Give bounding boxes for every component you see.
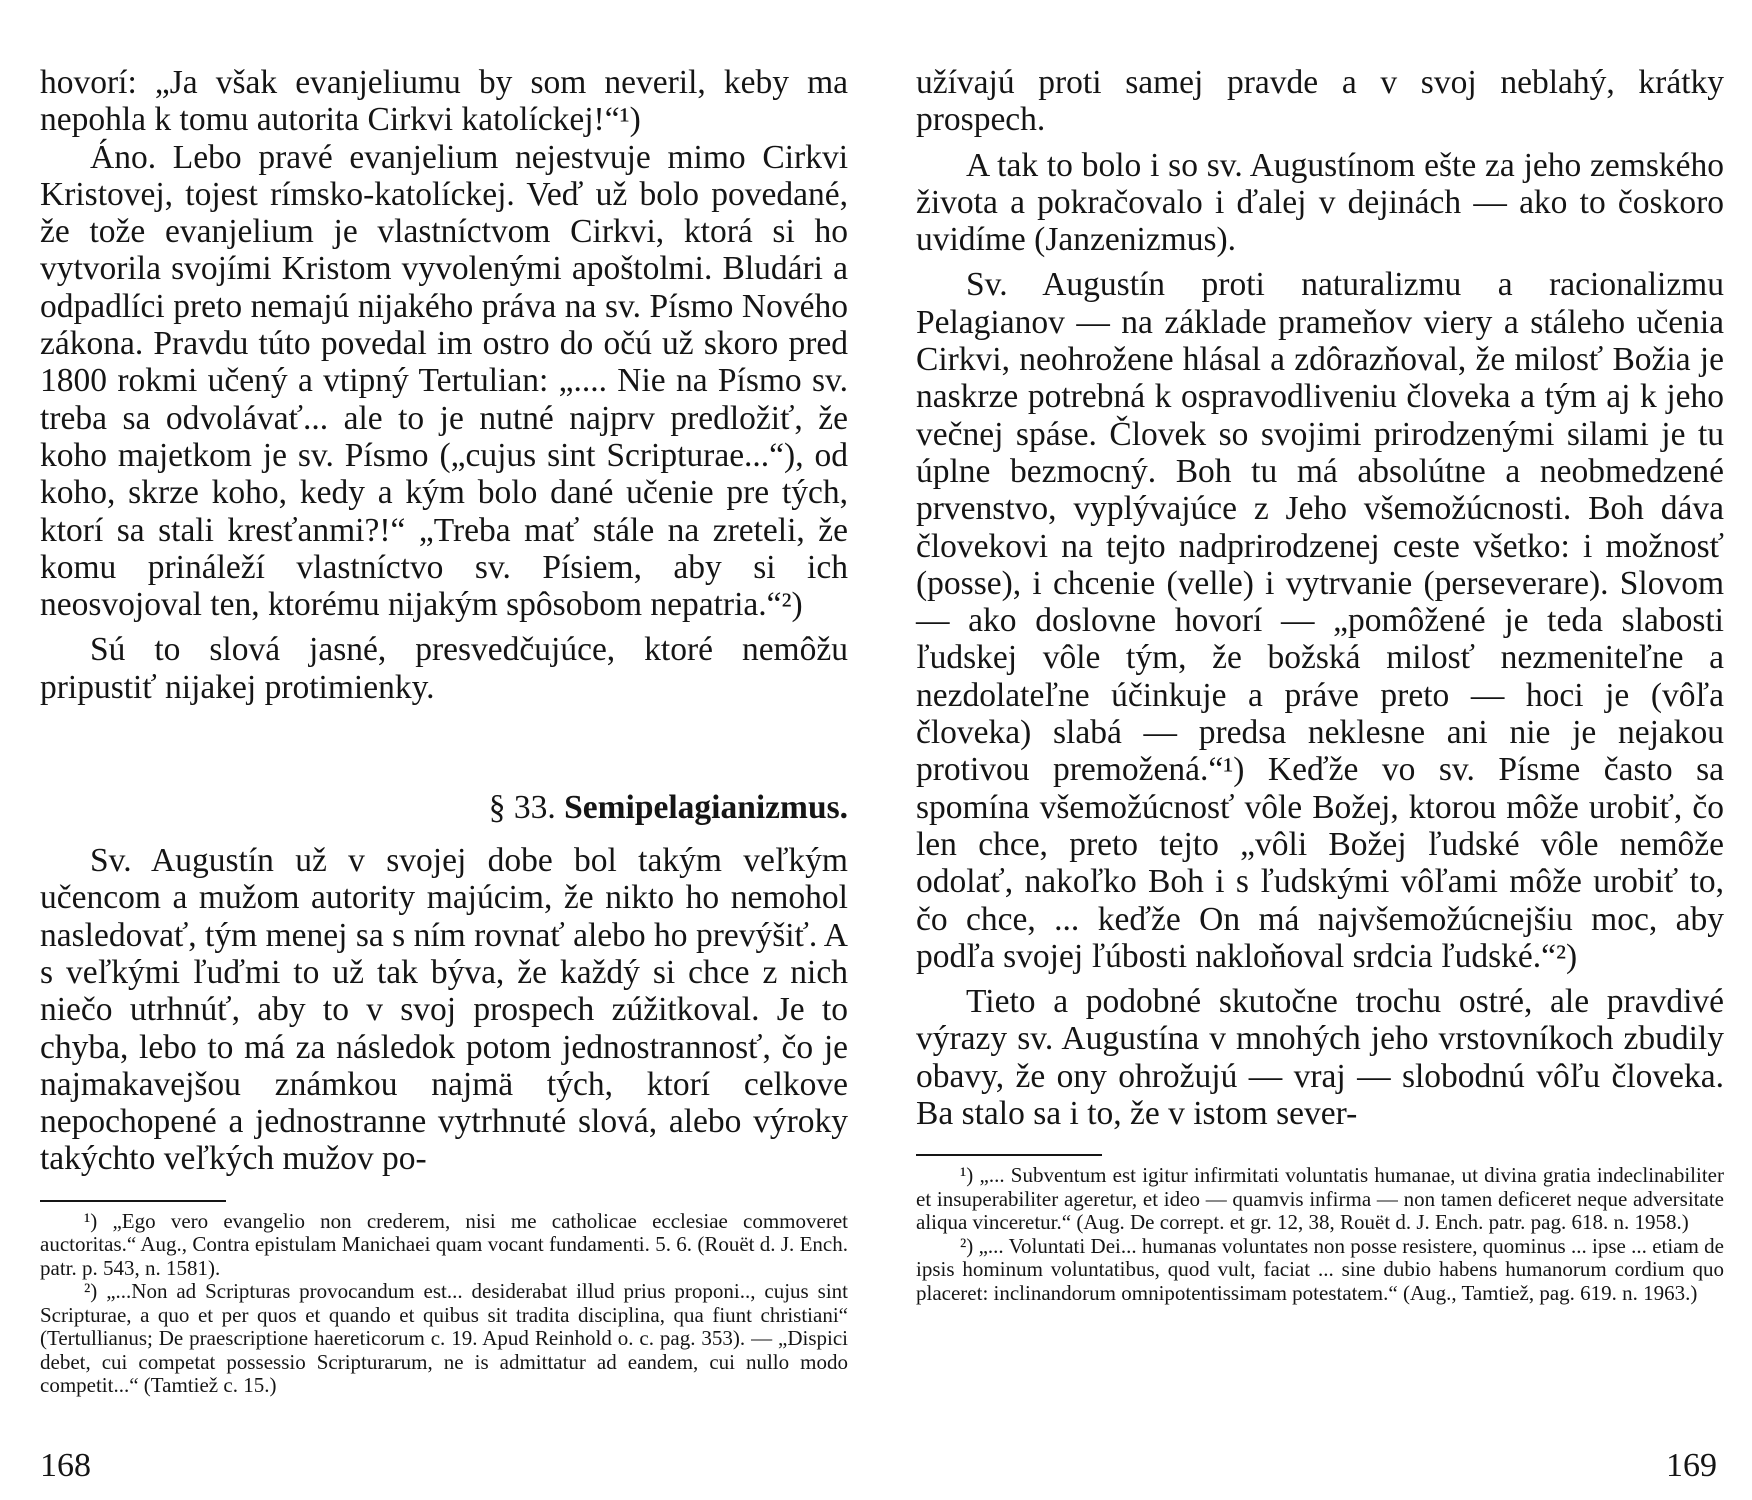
section-body [40, 842, 848, 1178]
paragraph: Sv. Augustín proti naturalizmu a racionalizmu Pelagianov — na základe prameňov viery a stáleho učenia Cirkvi, neohrožene hlásal a zdôrazňoval, že milosť Božia je naskrze potrebná k ospravodliveniu človeka a tým aj k jeho večnej spáse. Človek so svojimi prirodzenými silami je tu úplne bezmocný. Boh tu má absolútne a neobmedzené prvenstvo, vyplývajúce z Jeho všemožúcnosti. Boh dáva človekovi na tejto nadprirodzenej ceste všetko: i možnosť (posse), i chcenie (velle) i vytrvanie (perseverare). Slovom — ako doslovne hovorí — „pomôžené je teda slabosti ľudskej vôle tým, že božská milosť nezmeniteľne a nezdolateľne účinkuje a práve preto — hoci je (vôľa človeka) slabá — predsa neklesne ani nie je nejakou protivou premožená.“¹) Keďže vo sv. Písme často sa spomína všemožúcnosť vôle Božej, ktorou môže urobiť, čo len chce, preto tejto „vôli Božej ľudské vôle nemôže odolať, nakoľko Boh i s ľudskými vôľami môže urobiť to, čo chce, ... keďže On má najvšemožúcnejšiu moc, aby podľa svojej ľúbosti nakloňoval srdcia ľudské.“²) [916, 266, 1724, 975]
paragraph: Tieto a podobné skutočne trochu ostré, ale pravdivé výrazy sv. Augustína v mnohých jeho vrstovníkoch zbudily obavy, že ony ohrožujú — vraj — slobodnú vôľu človeka. Ba stalo sa i to, že v istom sever- [916, 983, 1724, 1133]
paragraph: Sú to slová jasné, presvedčujúce, ktoré nemôžu pripustiť nijakej protimienky. [40, 631, 848, 706]
left-page [40, 64, 848, 1398]
paragraph: užívajú proti samej pravde a v svoj neblahý, krátky prospech. [916, 64, 1724, 139]
right-page-body [916, 64, 1724, 1132]
page-number-right: 169 [1666, 1447, 1717, 1484]
footnote-divider [40, 1200, 226, 1202]
footnote-divider [916, 1154, 1102, 1156]
left-footnotes [40, 1210, 848, 1398]
footnote: ¹) „... Subventum est igitur infirmitati voluntatis humanae, ut divina gratia indeclinabiliter et insuperabiliter ageretur, et ideo — quamvis infirma — non tamen deficeret neque adversitate aliqua vinceretur.“ (Aug. De corrept. et gr. 12, 38, Rouët d. J. Ench. patr. pag. 618. n. 1958.) [916, 1163, 1724, 1235]
left-page-body [40, 64, 848, 706]
footnote: ¹) „Ego vero evangelio non crederem, nisi me catholicae ecclesiae commoveret auctoritas.“ Aug., Contra epistulam Manichaei quam vocant fundamenti. 5. 6. (Rouët d. J. Ench. patr. p. 543, n. 1581). [40, 1208, 848, 1280]
paragraph: Áno. Lebo pravé evanjelium nejestvuje mimo Cirkvi Kristovej, tojest rímsko-katolíckej. Veď už bolo povedané, že tože evanjelium je vlastníctvom Cirkvi, ktorá si ho vytvorila svojími Kristom vyvolenými apoštolmi. Bludári a odpadlíci preto nemajú nijakého práva na sv. Písmo Nového zákona. Pravdu túto povedal im ostro do očú už skoro pred 1800 rokmi učený a vtipný Tertulian: „.... Nie na Písmo sv. treba sa odvolávať... ale to je nutné najprv predložiť, že koho majetkom je sv. Písmo („cujus sint Scripturae...“), od koho, skrze koho, kedy a kým bolo dané učenie pre tých, ktorí sa stali kresťanmi?!“ „Treba mať stále na zreteli, že komu prináleží vlastníctvo sv. Písiem, aby si ich neosvojoval ten, ktorému nijakým spôsobom nepatria.“²) [40, 138, 848, 624]
right-page [916, 64, 1724, 1305]
right-footnotes [916, 1164, 1724, 1305]
section-heading [40, 788, 848, 828]
paragraph: hovorí: „Ja však evanjeliumu by som neveril, keby ma nepohla k tomu autorita Cirkvi katolíckej!“¹) [40, 64, 848, 139]
section-number: § 33. [488, 789, 556, 827]
footnote: ²) „... Voluntati Dei... humanas voluntates non posse resistere, quominus ... ipse ... etiam de ipsis hominum voluntatibus, quod vult, faciat ... sine dubio habens humanorum cordium quo placeret: inclinandorum omnipotentissimam potestatem.“ (Aug., Tamtiež, pag. 619. n. 1963.) [916, 1233, 1724, 1305]
paragraph: Sv. Augustín už v svojej dobe bol takým veľkým učencom a mužom autority majúcim, že nikto ho nemohol nasledovať, tým menej sa s ním rovnať alebo ho prevýšiť. A s veľkými ľuďmi to už tak býva, že každý si chce z nich niečo utrhnúť, aby to v svoj prospech zúžitkoval. Je to chyba, lebo to má za následok potom jednostrannosť, čo je najmakavejšou známkou najmä tých, ktorí celkove nepochopené a jednostranne vytrhnuté slová, alebo výroky takýchto veľkých mužov po- [40, 842, 848, 1178]
section-title: Semipelagianizmus. [564, 789, 848, 827]
footnote: ²) „...Non ad Scripturas provocandum est... desiderabat illud prius proponi.., cujus sint Scripturae, a quo et per quos et quando et quibus sit tradita disciplina, qua fiunt christiani“ (Tertullianus; De praescriptione haereticorum c. 19. Apud Reinhold o. c. pag. 353). — „Dispici debet, cui competat possessio Scripturarum, ne is admittatur ad eandem, cui nullo modo competit...“ (Tamtiež c. 15.) [40, 1279, 848, 1398]
paragraph: A tak to bolo i so sv. Augustínom ešte za jeho zemského života a pokračovalo i ďalej v dejinách — ako to čoskoro uvidíme (Janzenizmus). [916, 146, 1724, 259]
page-number-left: 168 [40, 1447, 91, 1484]
